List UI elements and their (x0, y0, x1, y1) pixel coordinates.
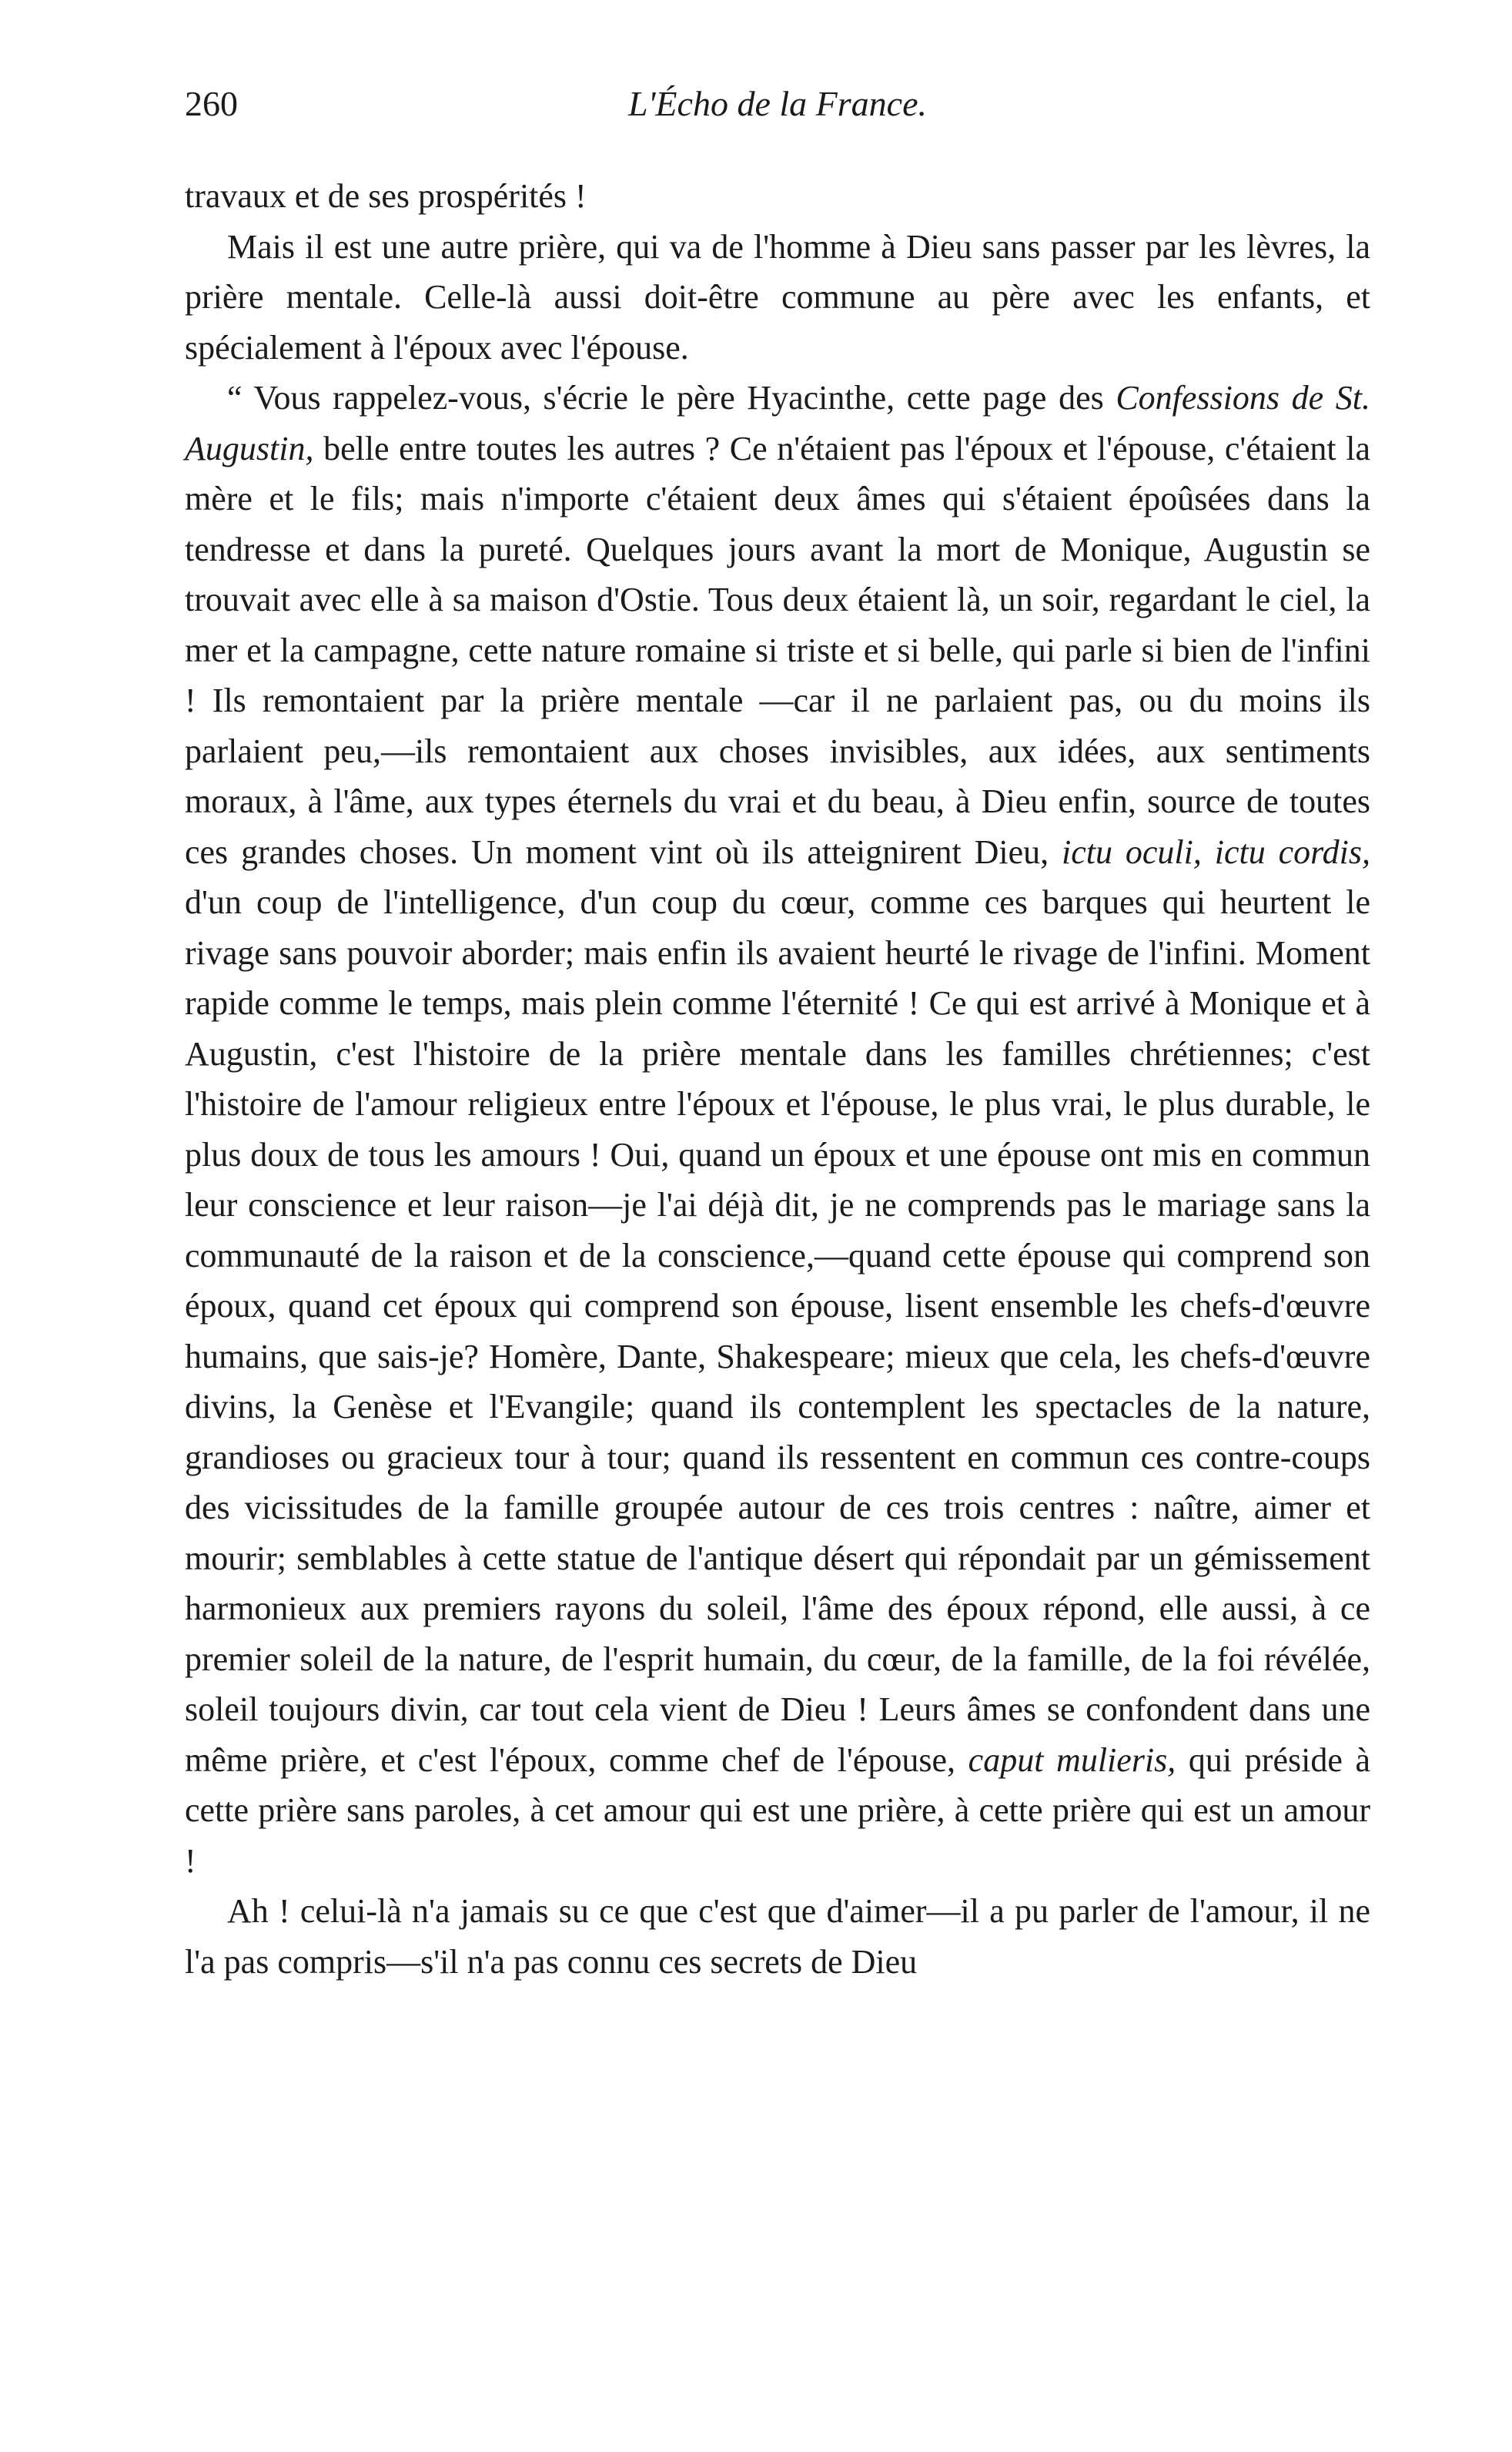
paragraph-text: Mais il est une autre prière, qui va de l'homme à Dieu sans passer par les lèvres, la prière mentale. Celle-là aussi doit-être commune au père avec les enfants, et spécialement à l'époux avec l'épouse. (185, 227, 1370, 367)
italic-latin-phrase: ictu oculi, ictu cordis, (1062, 832, 1370, 871)
quote-text-1: “ Vous rappelez-vous, s'écrie le père Hyacinthe, cette page des (227, 379, 1116, 417)
quote-text-3: d'un coup de l'intelligence, d'un coup du cœur, comme ces barques qui heurtent le rivage sans pouvoir aborder; mais enfin ils avaient heurté le rivage de l'infini. Moment rapide comme le temps, mais plein comme l'éternité ! Ce qui est arrivé à Monique et à Augustin, c'est l'histoire de la prière mentale dans les familles chrétiennes; c'est l'histoire de l'amour religieux entre l'époux et l'épouse, le plus vrai, le plus durable, le plus doux de tous les amours ! Oui, quand un époux et une épouse ont mis en commun leur conscience et leur raison—je l'ai déjà dit, je ne comprends pas le mariage sans la communauté de la raison et de la conscience,—quand cette épouse qui comprend son époux, quand cet époux qui comprend son épouse, lisent ensemble les chefs-d'œuvre humains, que sais-je? Homère, Dante, Shakespeare; mieux que cela, les chefs-d'œuvre divins, la Genèse et l'Evangile; quand ils contemplent les spectacles de la nature, grandioses ou gracieux tour à tour; quand ils ressentent en commun ces contre-coups des vicissitudes de la famille groupée autour de ces trois centres : naître, aimer et mourir; semblables à cette statue de l'antique désert qui répondait par un gémissement harmonieux aux premiers rayons du soleil, l'âme des époux répond, elle aussi, à ce premier soleil de la nature, de l'esprit humain, du cœur, de la famille, de la foi révélée, soleil toujours divin, car tout cela vient de Dieu ! Leurs âmes se confondent dans une même prière, et c'est l'époux, comme chef de l'épouse, (185, 883, 1370, 1779)
paragraph-text: travaux et de ses prospérités ! (185, 177, 587, 215)
quote-text-2: belle entre toutes les autres ? Ce n'étaient pas l'époux et l'épouse, c'étaient la mère et le fils; mais n'importe c'étaient deux âmes qui s'étaient époûsées dans la tendresse et dans la pureté. Quelques jours avant la mort de Monique, Augustin se trouvait avec elle à sa maison d'Ostie. Tous deux étaient là, un soir, regardant le ciel, la mer et la campagne, cette nature romaine si triste et si belle, qui parle si bien de l'infini ! Ils remontaient par la prière mentale —car il ne parlaient pas, ou du moins ils parlaient peu,—ils remontaient aux choses invisibles, aux idées, aux sentiments moraux, à l'âme, aux types éternels du vrai et du beau, à Dieu enfin, source de toutes ces grandes choses. Un moment vint où ils atteignirent Dieu, (185, 429, 1370, 871)
italic-latin-phrase-2: caput mulieris, (968, 1740, 1176, 1779)
running-head (185, 77, 1370, 131)
paragraph-hyacinthe-quote (185, 373, 1370, 1886)
page-number: 260 (185, 84, 238, 123)
italic-book-title: Confessions de St. Augustin, (185, 379, 1370, 467)
paragraph-continuation (185, 171, 1370, 222)
body-text (185, 171, 1370, 1987)
paragraph-text: Ah ! celui-là n'a jamais su ce que c'est que d'aimer—il a pu parler de l'amour, il ne l'a pas compris—s'il n'a pas connu ces secrets de Dieu (185, 1892, 1370, 1981)
paragraph-final (185, 1886, 1370, 1987)
quote-text-4: qui préside à cette prière sans paroles, à cet amour qui est une prière, à cette prière qui est un amour ! (185, 1740, 1371, 1880)
running-title: L'Écho de la France. (628, 84, 927, 123)
paragraph-mental-prayer (185, 222, 1370, 373)
